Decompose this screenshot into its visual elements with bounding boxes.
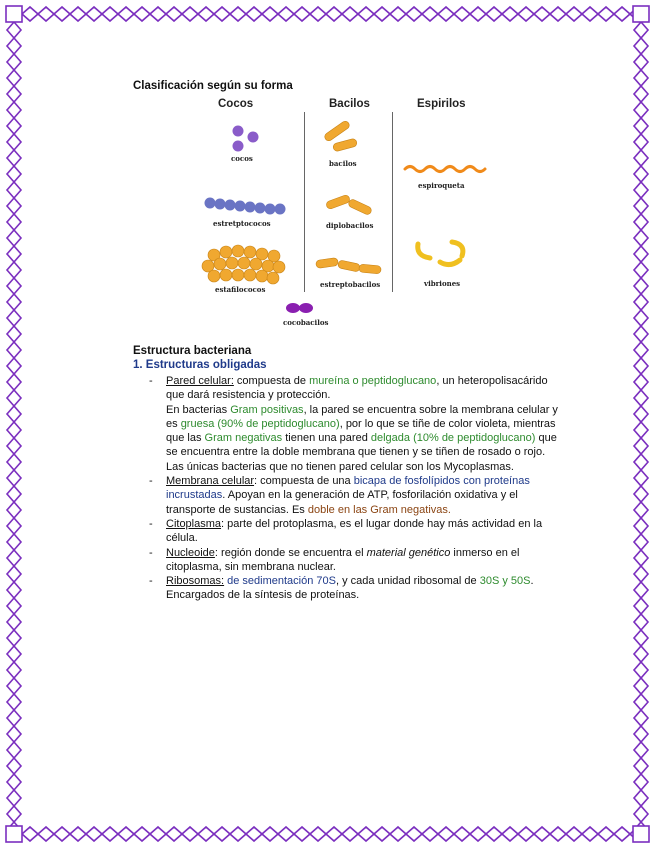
text: , un heteropolisacárido que dará resistencia y protección. [166,375,548,402]
bacilos-drawing [323,120,357,152]
text: , y cada unidad ribosomal de [336,575,480,588]
term-nucleoide: Nucleoide [166,546,215,559]
column-header-cocos: Cocos [218,98,254,110]
term-pared-celular: Pared celular: [166,375,234,387]
list-item-nucleoide [143,546,563,575]
text: compuesta de [233,375,310,387]
list-item-ribosomas [143,574,563,603]
text: tienen una pared [282,432,371,445]
structure-list [143,374,563,603]
highlight-gram-negativas: Gram negativas [204,432,283,445]
list-item-membrana-celular [143,474,563,517]
highlight-material-genetico: material genético [366,546,451,559]
text: inmerso en el citoplasma, sin membrana nuclear. [166,546,520,573]
text: En bacterias [166,403,231,416]
text: Las únicas bacterias que no tienen pared celular son los Mycoplasmas. [166,460,514,473]
cocobacilos-drawing [286,303,313,313]
text: : región donde se encuentra el [214,546,367,559]
estreptococos-drawing [205,198,286,215]
highlight-sedimentacion: de sedimentación 70S [224,575,336,588]
list-item-citoplasma [143,517,563,546]
structure-subtitle: 1. Estructuras obligadas [133,359,267,371]
highlight-bicapa: bicapa de fosfolípidos con proteínas incrustadas [166,475,530,502]
label-espiroqueta: espiroqueta [418,181,465,190]
label-diplobacilos: diplobacilos [326,221,374,230]
estreptobacilos-drawing [316,258,382,274]
diplobacilos-drawing [325,194,372,216]
highlight-gram-positivas: Gram positivas [230,403,304,416]
highlight-doble-gram-negativas: doble en las Gram negativas. [307,503,451,516]
espiroqueta-drawing [405,167,485,172]
highlight-mureina: mureína o peptidoglucano [309,375,437,387]
text: , por lo que se tiñe de color violeta, mientras que las [166,417,556,445]
column-header-bacilos: Bacilos [329,98,370,110]
structure-title: Estructura bacteriana [133,345,252,357]
highlight-30s-50s: 30S y 50S [479,575,531,588]
classification-title: Clasificación según su forma [133,80,293,92]
vibriones-drawing [418,242,463,265]
label-vibriones: vibriones [424,279,461,288]
estafilococos-drawing [202,245,285,284]
text: : parte del protoplasma, es el lugar donde hay más actividad en la célula. [166,517,543,545]
text: . Apoyan en la generación de ATP, fosforilación oxidativa y el transporte de sustancias. Es [166,489,518,516]
label-estafilococos: estafilococos [215,285,266,294]
text: que se encuentra entre la doble membrana que tienen y se tiñen de rosado o rojo. [166,432,557,459]
text: . Encargados de la síntesis de proteínas. [166,575,534,602]
cocos-drawing [233,126,259,152]
term-citoplasma: Citoplasma [166,517,222,530]
label-bacilos: bacilos [329,159,357,168]
label-cocobacilos: cocobacilos [283,318,329,327]
label-estreptococos: estretptococos [213,219,271,228]
text: : compuesta de una [254,475,354,488]
term-ribosomas: Ribosomas: [166,575,225,588]
label-cocos: cocos [231,154,253,163]
column-header-espirilos: Espirilos [417,98,466,110]
highlight-delgada: delgada (10% de peptidoglucano) [370,432,536,445]
text: , la pared se encuentra sobre la membrana celular y es [166,403,558,430]
highlight-gruesa: gruesa (90% de peptidoglucano) [180,417,340,430]
label-estreptobacilos: estreptobacilos [320,280,381,289]
term-membrana-celular: Membrana celular [166,475,255,488]
list-item-pared-celular [143,374,563,474]
